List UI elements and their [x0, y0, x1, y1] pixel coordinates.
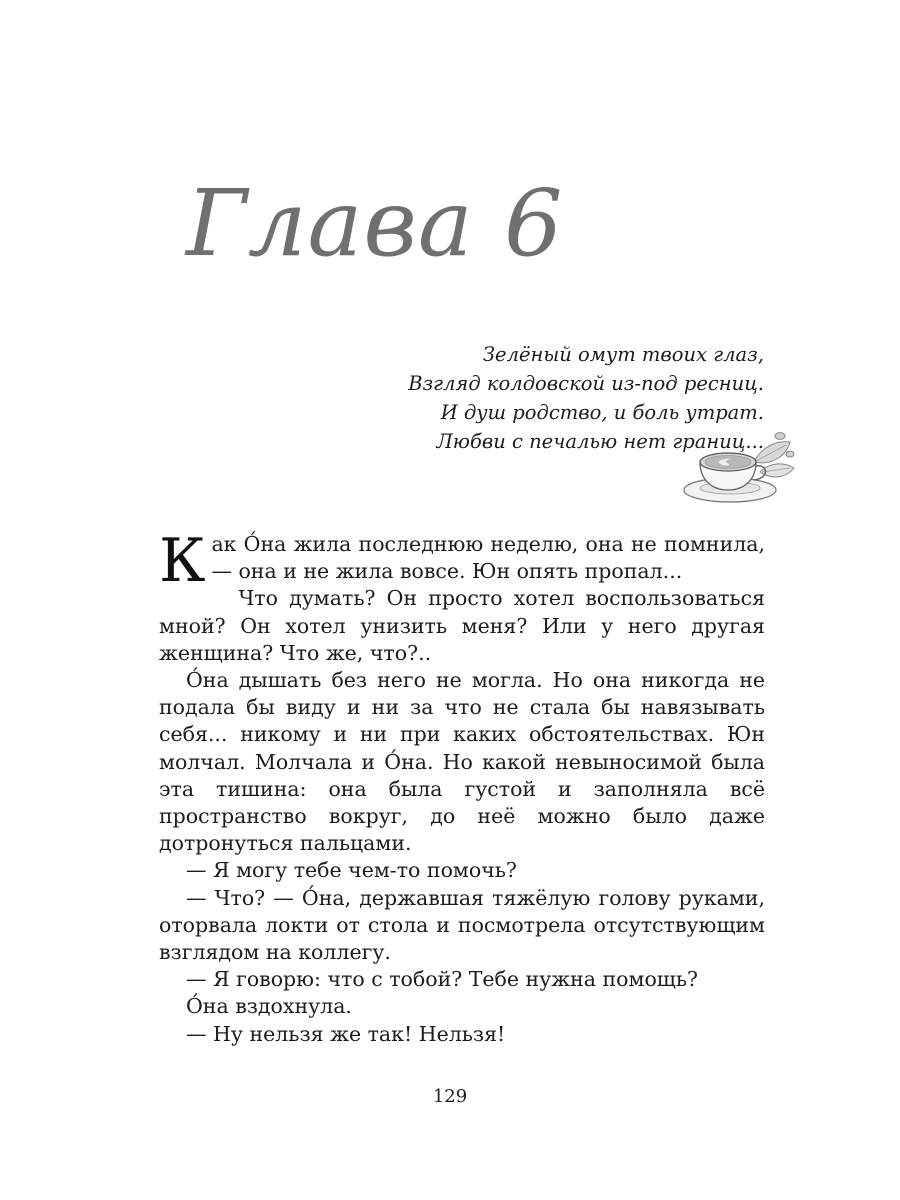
epigraph-line: Взгляд колдовской из-под ресниц.: [408, 372, 764, 395]
epigraph-line: Зелёный омут твоих глаз,: [482, 343, 764, 366]
paragraph: — Я говорю: что с тобой? Тебе нужна помощь?: [186, 967, 699, 992]
paragraph: О́на дышать без него не могла. Но она никогда не подала бы виду и ни за что не стала бы навязывать себя... никому и ни при каких обстоятельствах. Юн молчал. Молчала и О́на. Но какой невыносимой была эта тишина: она была густой и заполняла всё пространство вокруг, до неё можно было даже дотронуться пальцами.: [159, 668, 765, 856]
chapter-title: Глава 6: [186, 170, 564, 277]
drop-cap: К: [159, 526, 206, 596]
paragraph: О́на вздохнула.: [186, 994, 352, 1019]
paragraph: — Я могу тебе чем-то помочь?: [186, 858, 517, 883]
epigraph-line: Любви с печалью нет границ...: [436, 430, 764, 453]
epigraph-line: И душ родство, и боль утрат.: [440, 401, 764, 424]
paragraph: [159, 526, 765, 596]
paragraph: Что думать? Он просто хотел воспользоваться мной? Он хотел унизить меня? Или у него другая женщина? Что же, что?..: [159, 586, 765, 665]
coffee-cup-illustration-icon: [682, 428, 798, 508]
paragraph: — Ну нельзя же так! Нельзя!: [186, 1021, 506, 1046]
page-number: 129: [432, 1086, 468, 1107]
paragraph-text: ак О́на жила последнюю неделю, она не помнила, — она и не жила вовсе. Юн опять пропал...: [211, 532, 765, 584]
body-text: [159, 526, 765, 1048]
paragraph: — Что? — О́на, державшая тяжёлую голову руками, оторвала локти от стола и посмотрела отсутствующим взглядом на коллегу.: [159, 885, 765, 965]
